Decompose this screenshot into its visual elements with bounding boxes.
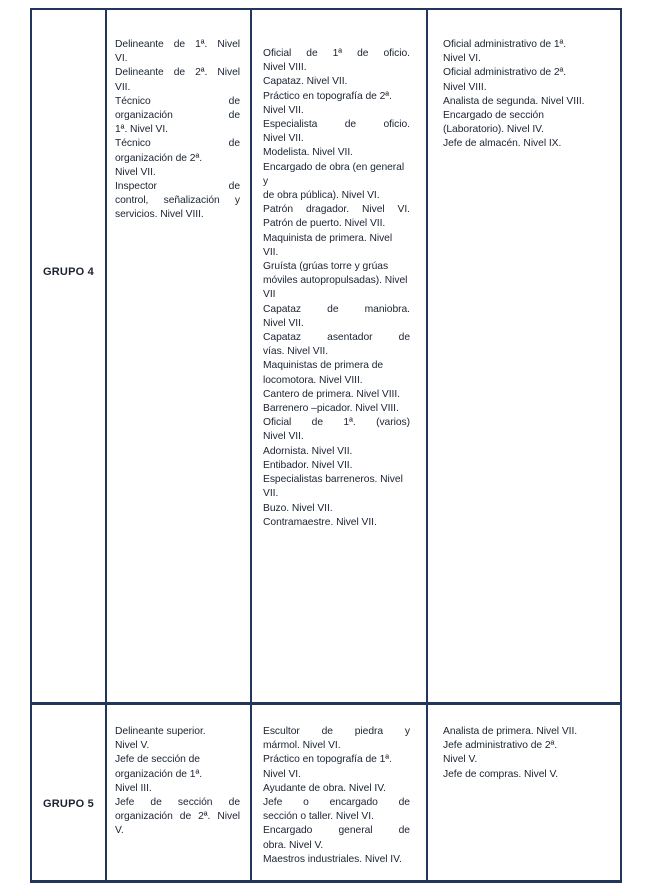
group-label: GRUPO 5 [43,798,94,810]
job-line: organización de 1ª. [115,768,203,780]
job-line: Delineante de 2ª. Nivel [115,67,240,79]
job-line: VII. [263,246,279,258]
job-line: organización de [115,110,240,122]
job-line: Nivel III. [115,782,152,794]
group-label: GRUPO 4 [43,266,94,278]
job-line: Encargado de obra (en general y [263,161,405,187]
job-line: Nivel V. [443,754,478,766]
job-line: control, señalización y [115,195,240,207]
job-line: Nivel VII. [263,133,304,145]
job-line: Oficial administrativo de 1ª. [443,39,567,50]
job-line: Nivel VIII. [263,62,307,74]
job-line: Capataz de maniobra. [263,303,410,315]
job-line: Nivel VI. [443,53,481,65]
group-cell-grupo-5 [32,705,107,880]
job-line: Contramaestre. Nivel VII. [263,516,377,528]
jobs-cell-administrative [428,705,620,880]
job-line: de obra pública). Nivel VI. [263,190,380,202]
job-line: Práctico en topografía de 1ª. [263,754,392,766]
job-line: Especialista de oficio. [263,119,410,131]
job-line: Jefe de sección de [115,754,200,766]
job-line: 1ª. Nivel VI. [115,124,168,136]
job-line: Encargado general de [263,825,410,837]
jobs-cell-administrative [428,10,620,705]
job-line: Patrón de puerto. Nivel VII. [263,218,386,230]
job-line: Patrón dragador. Nivel VI. [263,204,410,216]
job-line: Técnico de [115,138,240,150]
job-line: VII. [263,488,279,500]
job-line: móviles autopropulsadas). Nivel [263,275,408,287]
job-line: Inspector de [115,181,240,193]
job-line: vías. Nivel VII. [263,346,329,358]
job-line: Jefe administrativo de 2ª. [443,740,558,752]
jobs-cell-technical [107,10,252,705]
job-line: Jefe de compras. Nivel V. [443,768,559,780]
job-line: Encargado de sección [443,110,544,122]
group-cell-grupo-4 [32,10,107,705]
job-line: obra. Nivel V. [263,839,324,851]
job-line: Jefe de almacén. Nivel IX. [443,138,562,150]
job-line: Técnico de [115,95,240,107]
job-line: Oficial de 1ª de oficio. [263,48,410,59]
job-line: locomotora. Nivel VIII. [263,374,363,386]
job-line: Modelista. Nivel VII. [263,147,353,159]
job-line: Maquinista de primera. Nivel [263,232,393,244]
job-line: mármol. Nivel VI. [263,740,341,752]
job-line: Nivel VIII. [443,81,487,93]
classification-table [30,8,622,883]
job-line: Adornista. Nivel VII. [263,445,353,457]
job-line: Nivel V. [115,740,150,752]
job-line: Jefe de sección de [115,797,240,809]
job-line: Delineante de 1ª. Nivel [115,39,240,50]
job-line: Maestros industriales. Nivel IV. [263,853,402,865]
job-line: V. [115,825,124,837]
job-line: Maquinistas de primera de [263,360,384,372]
job-line: Capataz. Nivel VII. [263,76,348,88]
job-line: Jefe o encargado de [263,797,410,809]
job-line: Oficial administrativo de 2ª. [443,67,567,79]
job-line: Escultor de piedra y [263,726,410,737]
job-line: Analista de primera. Nivel VII. [443,726,578,737]
job-line: Nivel VI. [263,768,301,780]
job-line: VI. [115,53,128,65]
job-line: Cantero de primera. Nivel VIII. [263,388,400,400]
job-line: Nivel VII. [263,104,304,116]
job-line: sección o taller. Nivel VI. [263,811,374,823]
job-line: Delineante superior. [115,726,206,737]
job-line: Gruísta (grúas torre y grúas [263,261,389,273]
jobs-cell-trades [252,705,428,880]
job-line: Ayudante de obra. Nivel IV. [263,782,386,794]
job-line: Nivel VII. [263,317,304,329]
job-line: Especialistas barreneros. Nivel [263,474,403,486]
job-line: servicios. Nivel VIII. [115,209,204,221]
job-line: Práctico en topografía de 2ª. [263,90,392,102]
job-line: Buzo. Nivel VII. [263,502,333,514]
job-line: VII. [115,81,131,93]
job-line: Analista de segunda. Nivel VIII. [443,95,585,107]
job-line: Nivel VII. [115,166,156,178]
job-line: (Laboratorio). Nivel IV. [443,124,544,136]
job-line: Capataz asentador de [263,332,410,344]
job-line: Nivel VII. [263,431,304,443]
job-line: Oficial de 1ª. (varios) [263,417,410,429]
jobs-cell-technical [107,705,252,880]
job-line: organización de 2ª. Nivel [115,811,240,823]
job-line: organización de 2ª. [115,152,203,164]
job-line: Barrenero –picador. Nivel VIII. [263,403,399,415]
job-line: VII [263,289,276,301]
job-line: Entibador. Nivel VII. [263,459,353,471]
jobs-cell-trades [252,10,428,705]
